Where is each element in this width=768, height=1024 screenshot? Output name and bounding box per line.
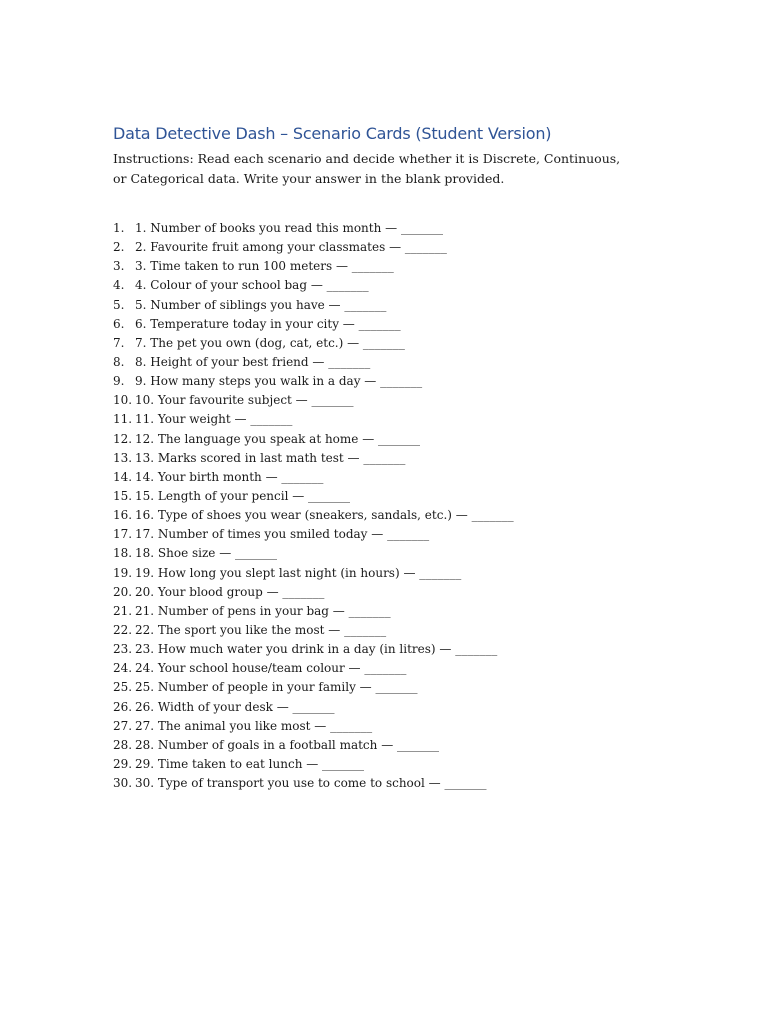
list-item [113,315,514,334]
list-item [113,774,514,793]
list-item-text: 25. Number of people in your family — _______ [135,680,418,695]
list-item [113,353,514,372]
list-item [113,698,514,717]
list-item-text: 5. Number of siblings you have — _______ [135,297,387,312]
list-item-text: 22. The sport you like the most — _______ [135,622,387,637]
list-item-text: 3. Time taken to run 100 meters — _______ [135,259,394,274]
list-item [113,506,514,525]
list-item [113,257,514,276]
list-item-number: 30. [113,776,133,791]
list-item [113,468,514,487]
list-item-number: 3. [113,259,125,274]
list-item-number: 15. [113,488,133,503]
list-item-number: 11. [113,412,133,427]
list-item-number: 26. [113,699,133,714]
list-item-number: 8. [113,354,125,369]
list-item [113,736,514,755]
list-item [113,755,514,774]
list-item [113,564,514,583]
list-item-number: 18. [113,546,133,561]
list-item-number: 24. [113,661,133,676]
list-item [113,583,514,602]
list-item [113,544,514,563]
list-item-number: 1. [113,221,125,235]
list-item [113,410,514,429]
list-item-number: 16. [113,508,133,523]
list-item-number: 2. [113,240,125,255]
list-item-text: 19. How long you slept last night (in hours) — _______ [135,565,462,580]
document-title: Data Detective Dash – Scenario Cards (Student Version) [113,124,552,143]
list-item-number: 12. [113,431,133,446]
list-item-number: 17. [113,527,133,542]
list-item [113,525,514,544]
list-item [113,276,514,295]
list-item-number: 9. [113,374,125,389]
list-item-number: 6. [113,316,125,331]
list-item [113,219,514,238]
list-item-text: 9. How many steps you walk in a day — _______ [135,374,423,389]
list-item [113,334,514,353]
list-item-text: 18. Shoe size — _______ [135,546,278,561]
list-item [113,678,514,697]
list-item-text: 30. Type of transport you use to come to school — _______ [135,776,487,791]
list-item-text: 23. How much water you drink in a day (in litres) — _______ [135,642,498,657]
list-item-number: 7. [113,335,125,350]
list-item-text: 7. The pet you own (dog, cat, etc.) — _______ [135,335,405,350]
list-item-text: 24. Your school house/team colour — _______ [135,661,407,676]
list-item-text: 16. Type of shoes you wear (sneakers, sandals, etc.) — _______ [135,508,514,523]
list-item [113,372,514,391]
instructions-text: Instructions: Read each scenario and decide whether it is Discrete, Continuous, or Categorical data. Write your answer in the blank provided. [113,151,621,186]
list-item-number: 4. [113,278,125,293]
list-item-number: 14. [113,469,133,484]
list-item-text: 27. The animal you like most — _______ [135,718,373,733]
list-item-text: 29. Time taken to eat lunch — _______ [135,756,365,771]
list-item-text: 26. Width of your desk — _______ [135,699,335,714]
list-item-number: 20. [113,584,133,599]
list-item-text: 28. Number of goals in a football match — _______ [135,737,440,752]
list-item-text: 20. Your blood group — _______ [135,584,325,599]
list-item-text: 21. Number of pens in your bag — _______ [135,603,391,618]
list-item-number: 25. [113,680,133,695]
list-item-text: 15. Length of your pencil — _______ [135,488,351,503]
list-item [113,659,514,678]
list-item [113,391,514,410]
list-item-number: 10. [113,393,133,408]
list-item [113,296,514,315]
list-item [113,640,514,659]
list-item-number: 21. [113,603,133,618]
list-item-number: 29. [113,756,133,771]
list-item-number: 5. [113,297,125,312]
list-item-number: 28. [113,737,133,752]
list-item [113,621,514,640]
list-item-text: 1. Number of books you read this month — _______ [135,221,443,235]
list-item-number: 23. [113,642,133,657]
list-item-number: 22. [113,622,133,637]
list-item-text: 8. Height of your best friend — _______ [135,354,371,369]
list-item-text: 10. Your favourite subject — _______ [135,393,354,408]
list-item-number: 27. [113,718,133,733]
list-item-text: 4. Colour of your school bag — _______ [135,278,369,293]
list-item-text: 13. Marks scored in last math test — _______ [135,450,406,465]
list-item-text: 12. The language you speak at home — _______ [135,431,421,446]
list-item [113,430,514,449]
list-item [113,487,514,506]
list-item-text: 11. Your weight — _______ [135,412,293,427]
list-item [113,238,514,257]
list-item-text: 2. Favourite fruit among your classmates — _______ [135,240,447,255]
list-item-text: 14. Your birth month — _______ [135,469,324,484]
list-item [113,602,514,621]
list-item [113,449,514,468]
list-item-text: 17. Number of times you smiled today — _______ [135,527,430,542]
list-item-number: 13. [113,450,133,465]
list-item-text: 6. Temperature today in your city — _______ [135,316,401,331]
scenario-list [113,219,514,793]
list-item [113,717,514,736]
list-item-number: 19. [113,565,133,580]
